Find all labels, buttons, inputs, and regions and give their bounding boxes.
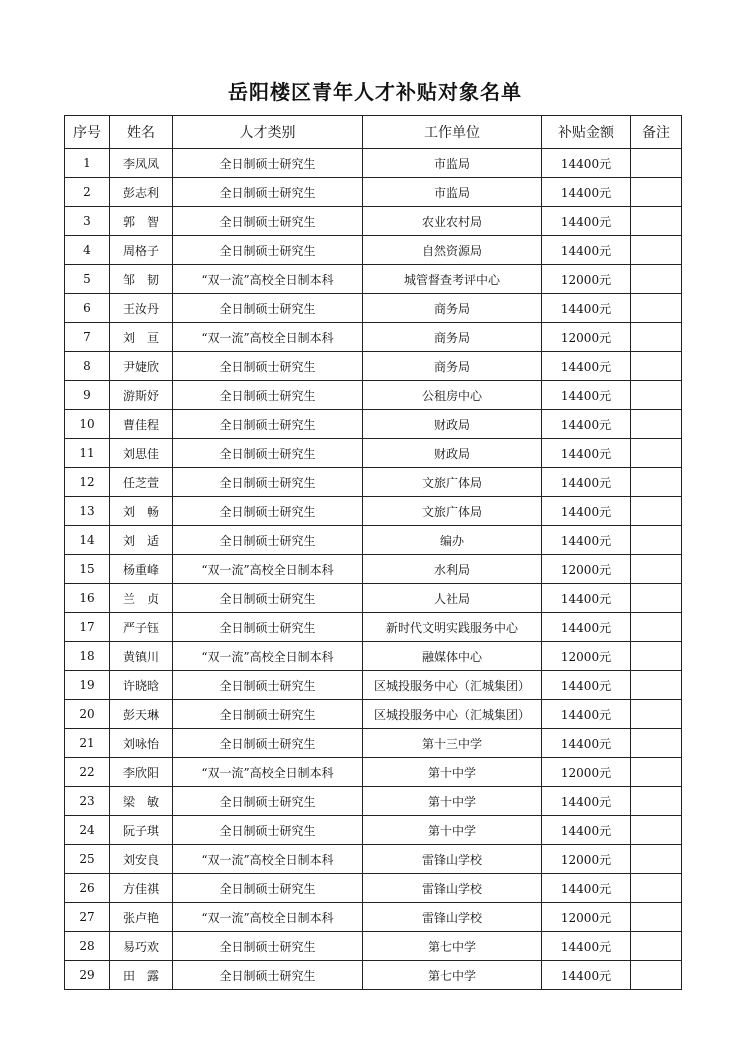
table-row	[65, 178, 682, 207]
cell-seq: 22	[65, 758, 110, 787]
cell-unit: 融媒体中心	[363, 642, 542, 671]
cell-category: 全日制硕士研究生	[173, 178, 363, 207]
table-row	[65, 584, 682, 613]
cell-amount: 14400元	[542, 149, 631, 178]
table-row	[65, 787, 682, 816]
cell-seq: 8	[65, 352, 110, 381]
cell-amount: 14400元	[542, 700, 631, 729]
table-row	[65, 410, 682, 439]
cell-name: 方佳祺	[110, 874, 173, 903]
cell-amount: 14400元	[542, 526, 631, 555]
cell-seq: 11	[65, 439, 110, 468]
header-unit: 工作单位	[363, 116, 542, 149]
cell-name: 刘 畅	[110, 497, 173, 526]
cell-name: 邹 韧	[110, 265, 173, 294]
table-row	[65, 729, 682, 758]
cell-unit: 商务局	[363, 323, 542, 352]
table-row	[65, 555, 682, 584]
cell-name: 黄镇川	[110, 642, 173, 671]
cell-note	[631, 932, 682, 961]
cell-note	[631, 845, 682, 874]
cell-amount: 14400元	[542, 439, 631, 468]
cell-amount: 14400元	[542, 497, 631, 526]
cell-name: 刘安良	[110, 845, 173, 874]
table-row	[65, 497, 682, 526]
cell-unit: 商务局	[363, 352, 542, 381]
cell-unit: 编办	[363, 526, 542, 555]
cell-category: 全日制硕士研究生	[173, 787, 363, 816]
cell-note	[631, 555, 682, 584]
cell-note	[631, 613, 682, 642]
cell-category: 全日制硕士研究生	[173, 294, 363, 323]
cell-amount: 12000元	[542, 323, 631, 352]
cell-category: 全日制硕士研究生	[173, 381, 363, 410]
cell-unit: 文旅广体局	[363, 497, 542, 526]
table-row	[65, 671, 682, 700]
cell-name: 郭 智	[110, 207, 173, 236]
cell-seq: 23	[65, 787, 110, 816]
table-row	[65, 932, 682, 961]
cell-name: 王汝丹	[110, 294, 173, 323]
cell-seq: 19	[65, 671, 110, 700]
cell-unit: 第十中学	[363, 758, 542, 787]
cell-note	[631, 700, 682, 729]
cell-note	[631, 758, 682, 787]
table-row	[65, 700, 682, 729]
cell-name: 尹婕欣	[110, 352, 173, 381]
table-row	[65, 613, 682, 642]
cell-name: 严子钰	[110, 613, 173, 642]
cell-category: “双一流”高校全日制本科	[173, 642, 363, 671]
cell-category: “双一流”高校全日制本科	[173, 758, 363, 787]
cell-unit: 城管督查考评中心	[363, 265, 542, 294]
cell-category: “双一流”高校全日制本科	[173, 265, 363, 294]
cell-seq: 6	[65, 294, 110, 323]
cell-amount: 14400元	[542, 874, 631, 903]
cell-name: 刘咏怡	[110, 729, 173, 758]
cell-name: 游斯妤	[110, 381, 173, 410]
cell-name: 周格子	[110, 236, 173, 265]
cell-note	[631, 236, 682, 265]
cell-amount: 12000元	[542, 903, 631, 932]
cell-category: “双一流”高校全日制本科	[173, 903, 363, 932]
cell-note	[631, 961, 682, 990]
cell-seq: 13	[65, 497, 110, 526]
table-header-row	[65, 116, 682, 149]
cell-note	[631, 439, 682, 468]
cell-amount: 14400元	[542, 961, 631, 990]
cell-amount: 12000元	[542, 265, 631, 294]
cell-note	[631, 584, 682, 613]
cell-category: 全日制硕士研究生	[173, 700, 363, 729]
table-row	[65, 845, 682, 874]
cell-seq: 4	[65, 236, 110, 265]
cell-amount: 14400元	[542, 613, 631, 642]
cell-unit: 雷锋山学校	[363, 903, 542, 932]
cell-seq: 21	[65, 729, 110, 758]
table-row	[65, 381, 682, 410]
cell-name: 彭志利	[110, 178, 173, 207]
cell-note	[631, 265, 682, 294]
cell-unit: 新时代文明实践服务中心	[363, 613, 542, 642]
cell-amount: 14400元	[542, 584, 631, 613]
cell-seq: 7	[65, 323, 110, 352]
table-row	[65, 903, 682, 932]
cell-seq: 10	[65, 410, 110, 439]
cell-unit: 财政局	[363, 410, 542, 439]
cell-note	[631, 874, 682, 903]
cell-unit: 第十中学	[363, 816, 542, 845]
cell-category: 全日制硕士研究生	[173, 671, 363, 700]
subsidy-recipient-table	[64, 115, 682, 990]
table-row	[65, 642, 682, 671]
cell-unit: 农业农村局	[363, 207, 542, 236]
cell-name: 梁 敏	[110, 787, 173, 816]
cell-seq: 17	[65, 613, 110, 642]
cell-amount: 14400元	[542, 207, 631, 236]
cell-note	[631, 149, 682, 178]
cell-note	[631, 816, 682, 845]
cell-unit: 商务局	[363, 294, 542, 323]
cell-name: 曹佳程	[110, 410, 173, 439]
cell-note	[631, 497, 682, 526]
cell-seq: 16	[65, 584, 110, 613]
cell-seq: 14	[65, 526, 110, 555]
table-row	[65, 236, 682, 265]
cell-unit: 人社局	[363, 584, 542, 613]
cell-amount: 14400元	[542, 671, 631, 700]
table-row	[65, 265, 682, 294]
cell-category: 全日制硕士研究生	[173, 874, 363, 903]
cell-category: 全日制硕士研究生	[173, 410, 363, 439]
table-row	[65, 526, 682, 555]
cell-unit: 第七中学	[363, 961, 542, 990]
cell-name: 李凤凤	[110, 149, 173, 178]
cell-seq: 15	[65, 555, 110, 584]
cell-amount: 12000元	[542, 758, 631, 787]
cell-category: “双一流”高校全日制本科	[173, 323, 363, 352]
cell-amount: 14400元	[542, 787, 631, 816]
cell-unit: 市监局	[363, 149, 542, 178]
cell-category: 全日制硕士研究生	[173, 468, 363, 497]
table-row	[65, 468, 682, 497]
cell-note	[631, 787, 682, 816]
cell-category: 全日制硕士研究生	[173, 816, 363, 845]
header-category: 人才类别	[173, 116, 363, 149]
cell-name: 任芝萱	[110, 468, 173, 497]
cell-unit: 水利局	[363, 555, 542, 584]
cell-category: 全日制硕士研究生	[173, 613, 363, 642]
cell-name: 阮子琪	[110, 816, 173, 845]
cell-name: 彭天琳	[110, 700, 173, 729]
cell-note	[631, 207, 682, 236]
cell-note	[631, 381, 682, 410]
cell-category: “双一流”高校全日制本科	[173, 845, 363, 874]
cell-name: 刘 适	[110, 526, 173, 555]
cell-seq: 1	[65, 149, 110, 178]
cell-unit: 文旅广体局	[363, 468, 542, 497]
cell-note	[631, 468, 682, 497]
cell-amount: 14400元	[542, 381, 631, 410]
cell-seq: 2	[65, 178, 110, 207]
cell-category: 全日制硕士研究生	[173, 932, 363, 961]
cell-category: 全日制硕士研究生	[173, 352, 363, 381]
cell-amount: 14400元	[542, 932, 631, 961]
table-row	[65, 352, 682, 381]
cell-name: 刘思佳	[110, 439, 173, 468]
cell-seq: 18	[65, 642, 110, 671]
cell-seq: 26	[65, 874, 110, 903]
cell-name: 刘 亘	[110, 323, 173, 352]
cell-category: “双一流”高校全日制本科	[173, 555, 363, 584]
cell-category: 全日制硕士研究生	[173, 207, 363, 236]
cell-category: 全日制硕士研究生	[173, 961, 363, 990]
cell-note	[631, 323, 682, 352]
header-seq: 序号	[65, 116, 110, 149]
cell-seq: 20	[65, 700, 110, 729]
cell-seq: 24	[65, 816, 110, 845]
cell-amount: 14400元	[542, 294, 631, 323]
cell-note	[631, 642, 682, 671]
cell-amount: 12000元	[542, 642, 631, 671]
cell-category: 全日制硕士研究生	[173, 497, 363, 526]
cell-category: 全日制硕士研究生	[173, 584, 363, 613]
cell-name: 易巧欢	[110, 932, 173, 961]
cell-seq: 9	[65, 381, 110, 410]
cell-category: 全日制硕士研究生	[173, 729, 363, 758]
cell-seq: 27	[65, 903, 110, 932]
header-note: 备注	[631, 116, 682, 149]
cell-unit: 市监局	[363, 178, 542, 207]
table-row	[65, 816, 682, 845]
cell-unit: 雷锋山学校	[363, 874, 542, 903]
cell-seq: 3	[65, 207, 110, 236]
cell-note	[631, 178, 682, 207]
table-row	[65, 758, 682, 787]
cell-category: 全日制硕士研究生	[173, 236, 363, 265]
cell-unit: 雷锋山学校	[363, 845, 542, 874]
table-row	[65, 207, 682, 236]
table-row	[65, 294, 682, 323]
document-title: 岳阳楼区青年人才补贴对象名单	[228, 80, 522, 104]
cell-unit: 自然资源局	[363, 236, 542, 265]
cell-amount: 14400元	[542, 468, 631, 497]
cell-seq: 5	[65, 265, 110, 294]
cell-amount: 12000元	[542, 555, 631, 584]
header-name: 姓名	[110, 116, 173, 149]
table-row	[65, 439, 682, 468]
cell-category: 全日制硕士研究生	[173, 439, 363, 468]
cell-unit: 第十中学	[363, 787, 542, 816]
cell-amount: 14400元	[542, 352, 631, 381]
cell-unit: 公租房中心	[363, 381, 542, 410]
cell-note	[631, 903, 682, 932]
cell-name: 杨重峰	[110, 555, 173, 584]
cell-unit: 第十三中学	[363, 729, 542, 758]
cell-unit: 区城投服务中心（汇城集团）	[363, 671, 542, 700]
cell-category: 全日制硕士研究生	[173, 149, 363, 178]
table-row	[65, 149, 682, 178]
cell-note	[631, 671, 682, 700]
table-row	[65, 323, 682, 352]
cell-note	[631, 410, 682, 439]
cell-amount: 12000元	[542, 845, 631, 874]
cell-unit: 财政局	[363, 439, 542, 468]
table-body	[65, 149, 682, 990]
header-amount: 补贴金额	[542, 116, 631, 149]
cell-amount: 14400元	[542, 816, 631, 845]
cell-note	[631, 729, 682, 758]
cell-amount: 14400元	[542, 236, 631, 265]
cell-unit: 区城投服务中心（汇城集团）	[363, 700, 542, 729]
cell-amount: 14400元	[542, 178, 631, 207]
cell-name: 兰 贞	[110, 584, 173, 613]
cell-seq: 25	[65, 845, 110, 874]
cell-seq: 28	[65, 932, 110, 961]
cell-name: 张卢艳	[110, 903, 173, 932]
cell-seq: 12	[65, 468, 110, 497]
cell-amount: 14400元	[542, 729, 631, 758]
cell-amount: 14400元	[542, 410, 631, 439]
cell-note	[631, 352, 682, 381]
cell-name: 许晓晗	[110, 671, 173, 700]
table-row	[65, 961, 682, 990]
cell-unit: 第七中学	[363, 932, 542, 961]
cell-seq: 29	[65, 961, 110, 990]
table-row	[65, 874, 682, 903]
cell-name: 田 露	[110, 961, 173, 990]
cell-category: 全日制硕士研究生	[173, 526, 363, 555]
cell-note	[631, 526, 682, 555]
cell-note	[631, 294, 682, 323]
cell-name: 李欣阳	[110, 758, 173, 787]
